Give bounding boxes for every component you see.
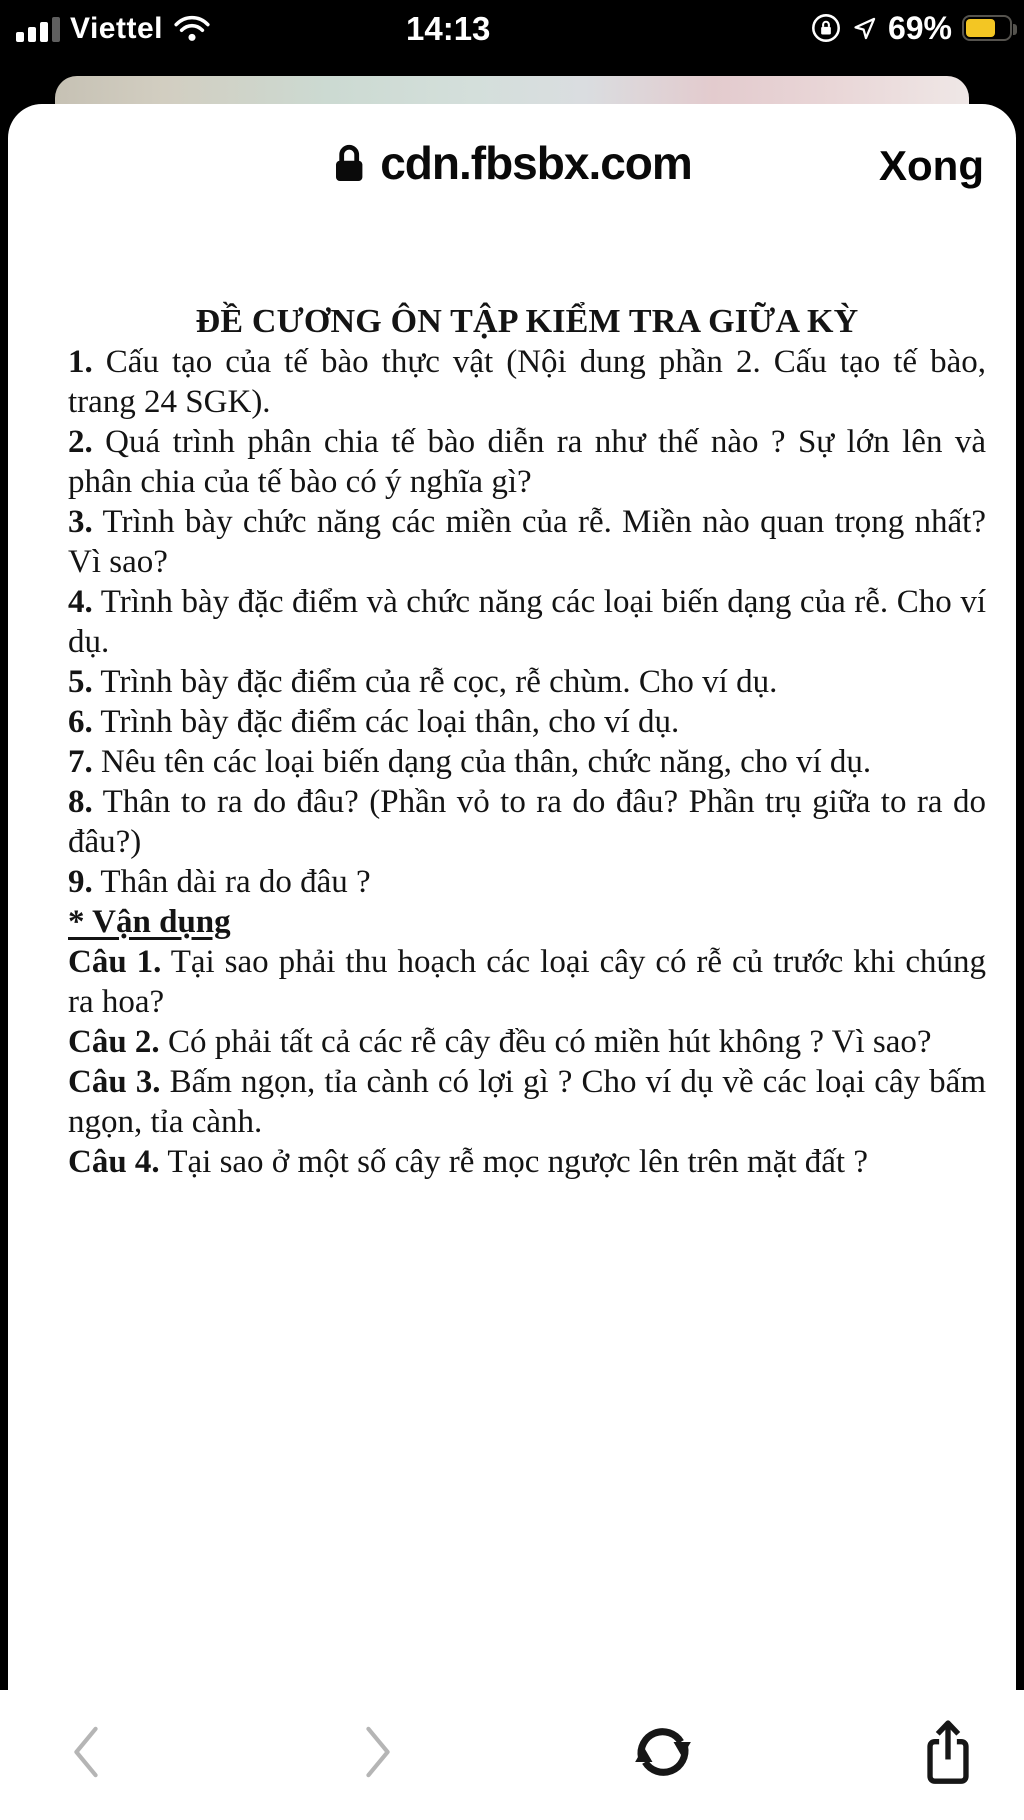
- item-marker: 3.: [68, 504, 93, 540]
- doc-item-2: [68, 422, 986, 502]
- item-marker: 7.: [68, 744, 93, 780]
- carrier-label: Viettel: [70, 12, 163, 45]
- done-button[interactable]: Xong: [879, 142, 984, 189]
- section-heading: * Vận dụng: [68, 904, 231, 940]
- question-text: Tại sao phải thu hoạch các loại cây có rễ củ trước khi chúng ra hoa?: [68, 944, 986, 1020]
- address-display[interactable]: [332, 136, 692, 190]
- question-text: Tại sao ở một số cây rễ mọc ngược lên trên mặt đất ?: [167, 1144, 868, 1180]
- item-text: Thân to ra do đâu? (Phần vỏ to ra do đâu? Phần trụ giữa to ra do đâu?): [68, 784, 986, 860]
- item-marker: 8.: [68, 784, 93, 820]
- back-button[interactable]: [70, 1723, 102, 1781]
- item-marker: 5.: [68, 664, 93, 700]
- wifi-icon: [173, 15, 211, 43]
- doc-question-2: [68, 1022, 986, 1062]
- doc-item-5: [68, 662, 986, 702]
- browser-header: [8, 104, 1016, 204]
- doc-item-9: [68, 862, 986, 902]
- location-arrow-icon: [851, 15, 878, 42]
- item-text: Trình bày đặc điểm và chức năng các loại biến dạng của rễ. Cho ví dụ.: [68, 584, 986, 660]
- doc-item-7: [68, 742, 986, 782]
- question-marker: Câu 2.: [68, 1024, 160, 1060]
- item-marker: 4.: [68, 584, 93, 620]
- forward-button[interactable]: [362, 1723, 394, 1781]
- clock-label: 14:13: [406, 10, 491, 47]
- reload-button[interactable]: [631, 1719, 695, 1785]
- item-text: Trình bày chức năng các miền của rễ. Miền nào quan trọng nhất? Vì sao?: [68, 504, 986, 580]
- doc-question-3: [68, 1062, 986, 1142]
- forward-chevron-icon: [362, 1723, 394, 1781]
- battery-icon: [962, 15, 1012, 41]
- question-marker: Câu 1.: [68, 944, 162, 980]
- in-app-browser-sheet: [8, 104, 1016, 1820]
- doc-item-8: [68, 782, 986, 862]
- doc-item-3: [68, 502, 986, 582]
- item-text: Nêu tên các loại biến dạng của thân, chức năng, cho ví dụ.: [101, 744, 872, 780]
- doc-question-1: [68, 942, 986, 1022]
- item-text: Cấu tạo của tế bào thực vật (Nội dung phần 2. Cấu tạo tế bào, trang 24 SGK).: [68, 344, 986, 420]
- padlock-icon: [332, 142, 366, 184]
- item-marker: 1.: [68, 344, 93, 380]
- status-bar: [0, 0, 1024, 56]
- doc-item-4: [68, 582, 986, 662]
- reload-icon: [631, 1719, 695, 1785]
- item-text: Trình bày đặc điểm các loại thân, cho ví dụ.: [100, 704, 680, 740]
- back-chevron-icon: [70, 1723, 102, 1781]
- item-text: Trình bày đặc điểm của rễ cọc, rễ chùm. Cho ví dụ.: [100, 664, 778, 700]
- item-marker: 2.: [68, 424, 93, 460]
- browser-toolbar: [0, 1690, 1024, 1820]
- document-title: ĐỀ CƯƠNG ÔN TẬP KIỂM TRA GIỮA KỲ: [195, 303, 859, 340]
- battery-percent-label: 69%: [887, 9, 952, 46]
- doc-question-4: [68, 1142, 986, 1182]
- document-content: [68, 302, 986, 1182]
- question-text: Có phải tất cả các rễ cây đều có miền hút không ? Vì sao?: [167, 1024, 932, 1060]
- cellular-signal-icon: [16, 16, 60, 42]
- share-icon: [920, 1716, 976, 1788]
- question-marker: Câu 3.: [68, 1064, 161, 1100]
- item-marker: 6.: [68, 704, 93, 740]
- url-label: cdn.fbsbx.com: [380, 137, 692, 189]
- orientation-lock-icon: [811, 13, 841, 43]
- item-text: Thân dài ra do đâu ?: [100, 864, 371, 900]
- item-marker: 9.: [68, 864, 93, 900]
- share-button[interactable]: [920, 1716, 976, 1788]
- item-text: Quá trình phân chia tế bào diễn ra như thế nào ? Sự lớn lên và phân chia của tế bào có ý nghĩa gì?: [68, 424, 986, 500]
- question-marker: Câu 4.: [68, 1144, 160, 1180]
- doc-item-1: [68, 342, 986, 422]
- doc-item-6: [68, 702, 986, 742]
- question-text: Bấm ngọn, tỉa cành có lợi gì ? Cho ví dụ về các loại cây bấm ngọn, tỉa cành.: [68, 1064, 986, 1140]
